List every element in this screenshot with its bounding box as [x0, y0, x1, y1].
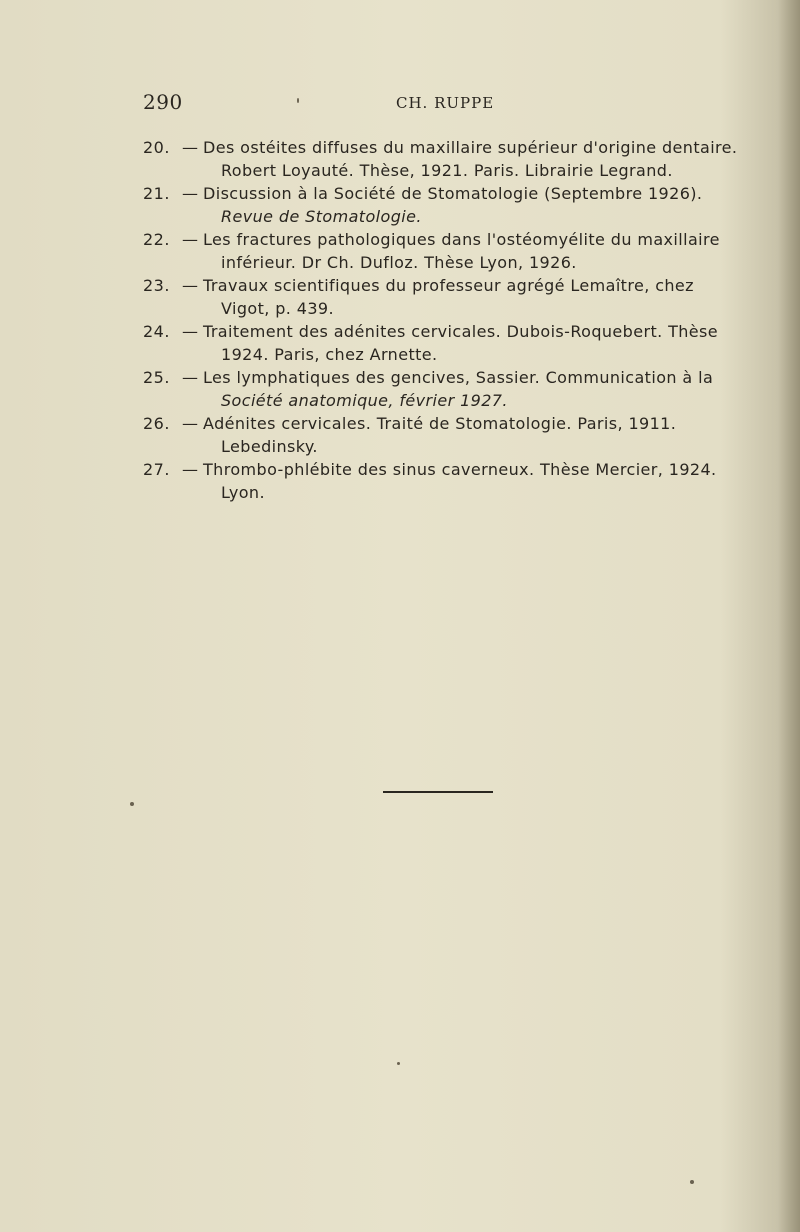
entry-text: [203, 321, 758, 366]
entry-text: [203, 137, 758, 182]
bibliography-entry: [143, 321, 758, 366]
entry-text: [203, 229, 758, 274]
entry-line-2: Revue de Stomatologie.: [221, 206, 422, 226]
entry-number: 26.: [143, 414, 170, 433]
page-number: 290: [143, 90, 183, 114]
entry-dash: —: [182, 368, 198, 387]
entry-dash: —: [182, 184, 198, 203]
entry-text: [203, 183, 758, 228]
entry-number: 23.: [143, 276, 170, 295]
entry-line-2: 1924. Paris, chez Arnette.: [221, 344, 438, 364]
entry-text: [203, 275, 758, 320]
entry-dash: —: [182, 460, 198, 479]
bibliography-entry: [143, 275, 758, 320]
entry-text: [203, 367, 758, 412]
bibliography-entry: [143, 183, 758, 228]
entry-line-2: Lyon.: [221, 482, 265, 502]
entry-text: [203, 413, 758, 458]
page-edge-shadow: [778, 0, 800, 1232]
paper-speck: [297, 98, 299, 103]
bibliography-entry: [143, 367, 758, 412]
entry-number: 24.: [143, 322, 170, 341]
bibliography-entry: [143, 413, 758, 458]
entry-line-1: Des ostéites diffuses du maxillaire supérieur d'origine dentaire.: [203, 138, 738, 157]
entry-line-1: Les fractures pathologiques dans l'ostéomyélite du maxillaire: [203, 230, 720, 249]
entry-dash: —: [182, 414, 198, 433]
entry-line-2: Robert Loyauté. Thèse, 1921. Paris. Librairie Legrand.: [221, 160, 673, 180]
entry-line-1: Les lymphatiques des gencives, Sassier. Communication à la: [203, 368, 714, 387]
bibliography-entry: [143, 459, 758, 504]
entry-text: [203, 459, 758, 504]
paper-speck: [690, 1180, 694, 1184]
page-header: [143, 90, 783, 120]
bibliography-entry: [143, 137, 758, 182]
entry-line-1: Adénites cervicales. Traité de Stomatologie. Paris, 1911.: [203, 414, 677, 433]
entry-dash: —: [182, 276, 198, 295]
entry-line-2: Société anatomique, février 1927.: [221, 390, 508, 410]
entry-line-1: Traitement des adénites cervicales. Dubois-Roquebert. Thèse: [203, 322, 719, 341]
entry-dash: —: [182, 230, 198, 249]
entry-line-2: inférieur. Dr Ch. Dufloz. Thèse Lyon, 1926.: [221, 252, 577, 272]
running-head: CH. RUPPE: [396, 94, 495, 112]
bibliography-entry: [143, 229, 758, 274]
entry-line-1: Thrombo-phlébite des sinus caverneux. Thèse Mercier, 1924.: [203, 460, 717, 479]
entry-line-1: Discussion à la Société de Stomatologie (Septembre 1926).: [203, 184, 703, 203]
entry-number: 22.: [143, 230, 170, 249]
entry-number: 25.: [143, 368, 170, 387]
entry-line-1: Travaux scientifiques du professeur agrégé Lemaître, chez: [203, 276, 694, 295]
entry-number: 21.: [143, 184, 170, 203]
entry-dash: —: [182, 138, 198, 157]
entry-line-2: Lebedinsky.: [221, 436, 318, 456]
paper-speck: [397, 1062, 400, 1065]
entry-line-2: Vigot, p. 439.: [221, 298, 334, 318]
bibliography-list: [143, 137, 758, 505]
paper-speck: [130, 802, 134, 806]
section-end-rule: [383, 791, 493, 793]
entry-number: 20.: [143, 138, 170, 157]
entry-number: 27.: [143, 460, 170, 479]
entry-dash: —: [182, 322, 198, 341]
